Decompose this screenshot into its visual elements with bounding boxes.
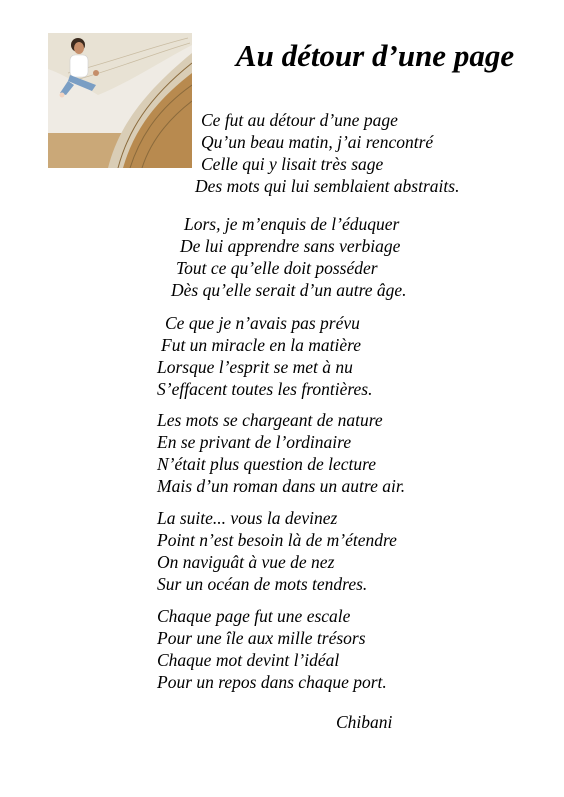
poem-line: Chaque mot devint l’idéal [157, 650, 340, 670]
poem-line: La suite... vous la devinez [157, 508, 338, 528]
poem-line: Pour un repos dans chaque port. [157, 672, 387, 692]
poem-line: Celle qui y lisait très sage [201, 154, 384, 174]
poem-line: Qu’un beau matin, j’ai rencontré [201, 132, 434, 152]
poem-line: S’effacent toutes les frontières. [157, 379, 373, 399]
poem-line: N’était plus question de lecture [157, 454, 377, 474]
author-signature: Chibani [336, 712, 393, 732]
poem-line: Ce que je n’avais pas prévu [165, 313, 360, 333]
poem-line: Les mots se chargeant de nature [157, 410, 383, 430]
poem-line: Dès qu’elle serait d’un autre âge. [171, 280, 407, 300]
poem-line: On naviguât à vue de nez [157, 552, 335, 572]
poem-line: Chaque page fut une escale [157, 606, 351, 626]
poem-line: Lors, je m’enquis de l’éduquer [184, 214, 400, 234]
poem-line: En se privant de l’ordinaire [157, 432, 352, 452]
poem-line: Lorsque l’esprit se met à nu [157, 357, 353, 377]
poem-line: Tout ce qu’elle doit posséder [176, 258, 378, 278]
illustration-girl-reading-giant-book [48, 33, 192, 168]
poem-line: Mais d’un roman dans un autre air. [157, 476, 406, 496]
poem-title: Au détour d’une page [235, 38, 515, 73]
poem-line: De lui apprendre sans verbiage [180, 236, 401, 256]
poem-line: Sur un océan de mots tendres. [157, 574, 368, 594]
poem-line: Fut un miracle en la matière [161, 335, 362, 355]
poem-line: Point n’est besoin là de m’étendre [157, 530, 397, 550]
poem-line: Pour une île aux mille trésors [157, 628, 366, 648]
poem-line: Ce fut au détour d’une page [201, 110, 398, 130]
poem-line: Des mots qui lui semblaient abstraits. [195, 176, 460, 196]
